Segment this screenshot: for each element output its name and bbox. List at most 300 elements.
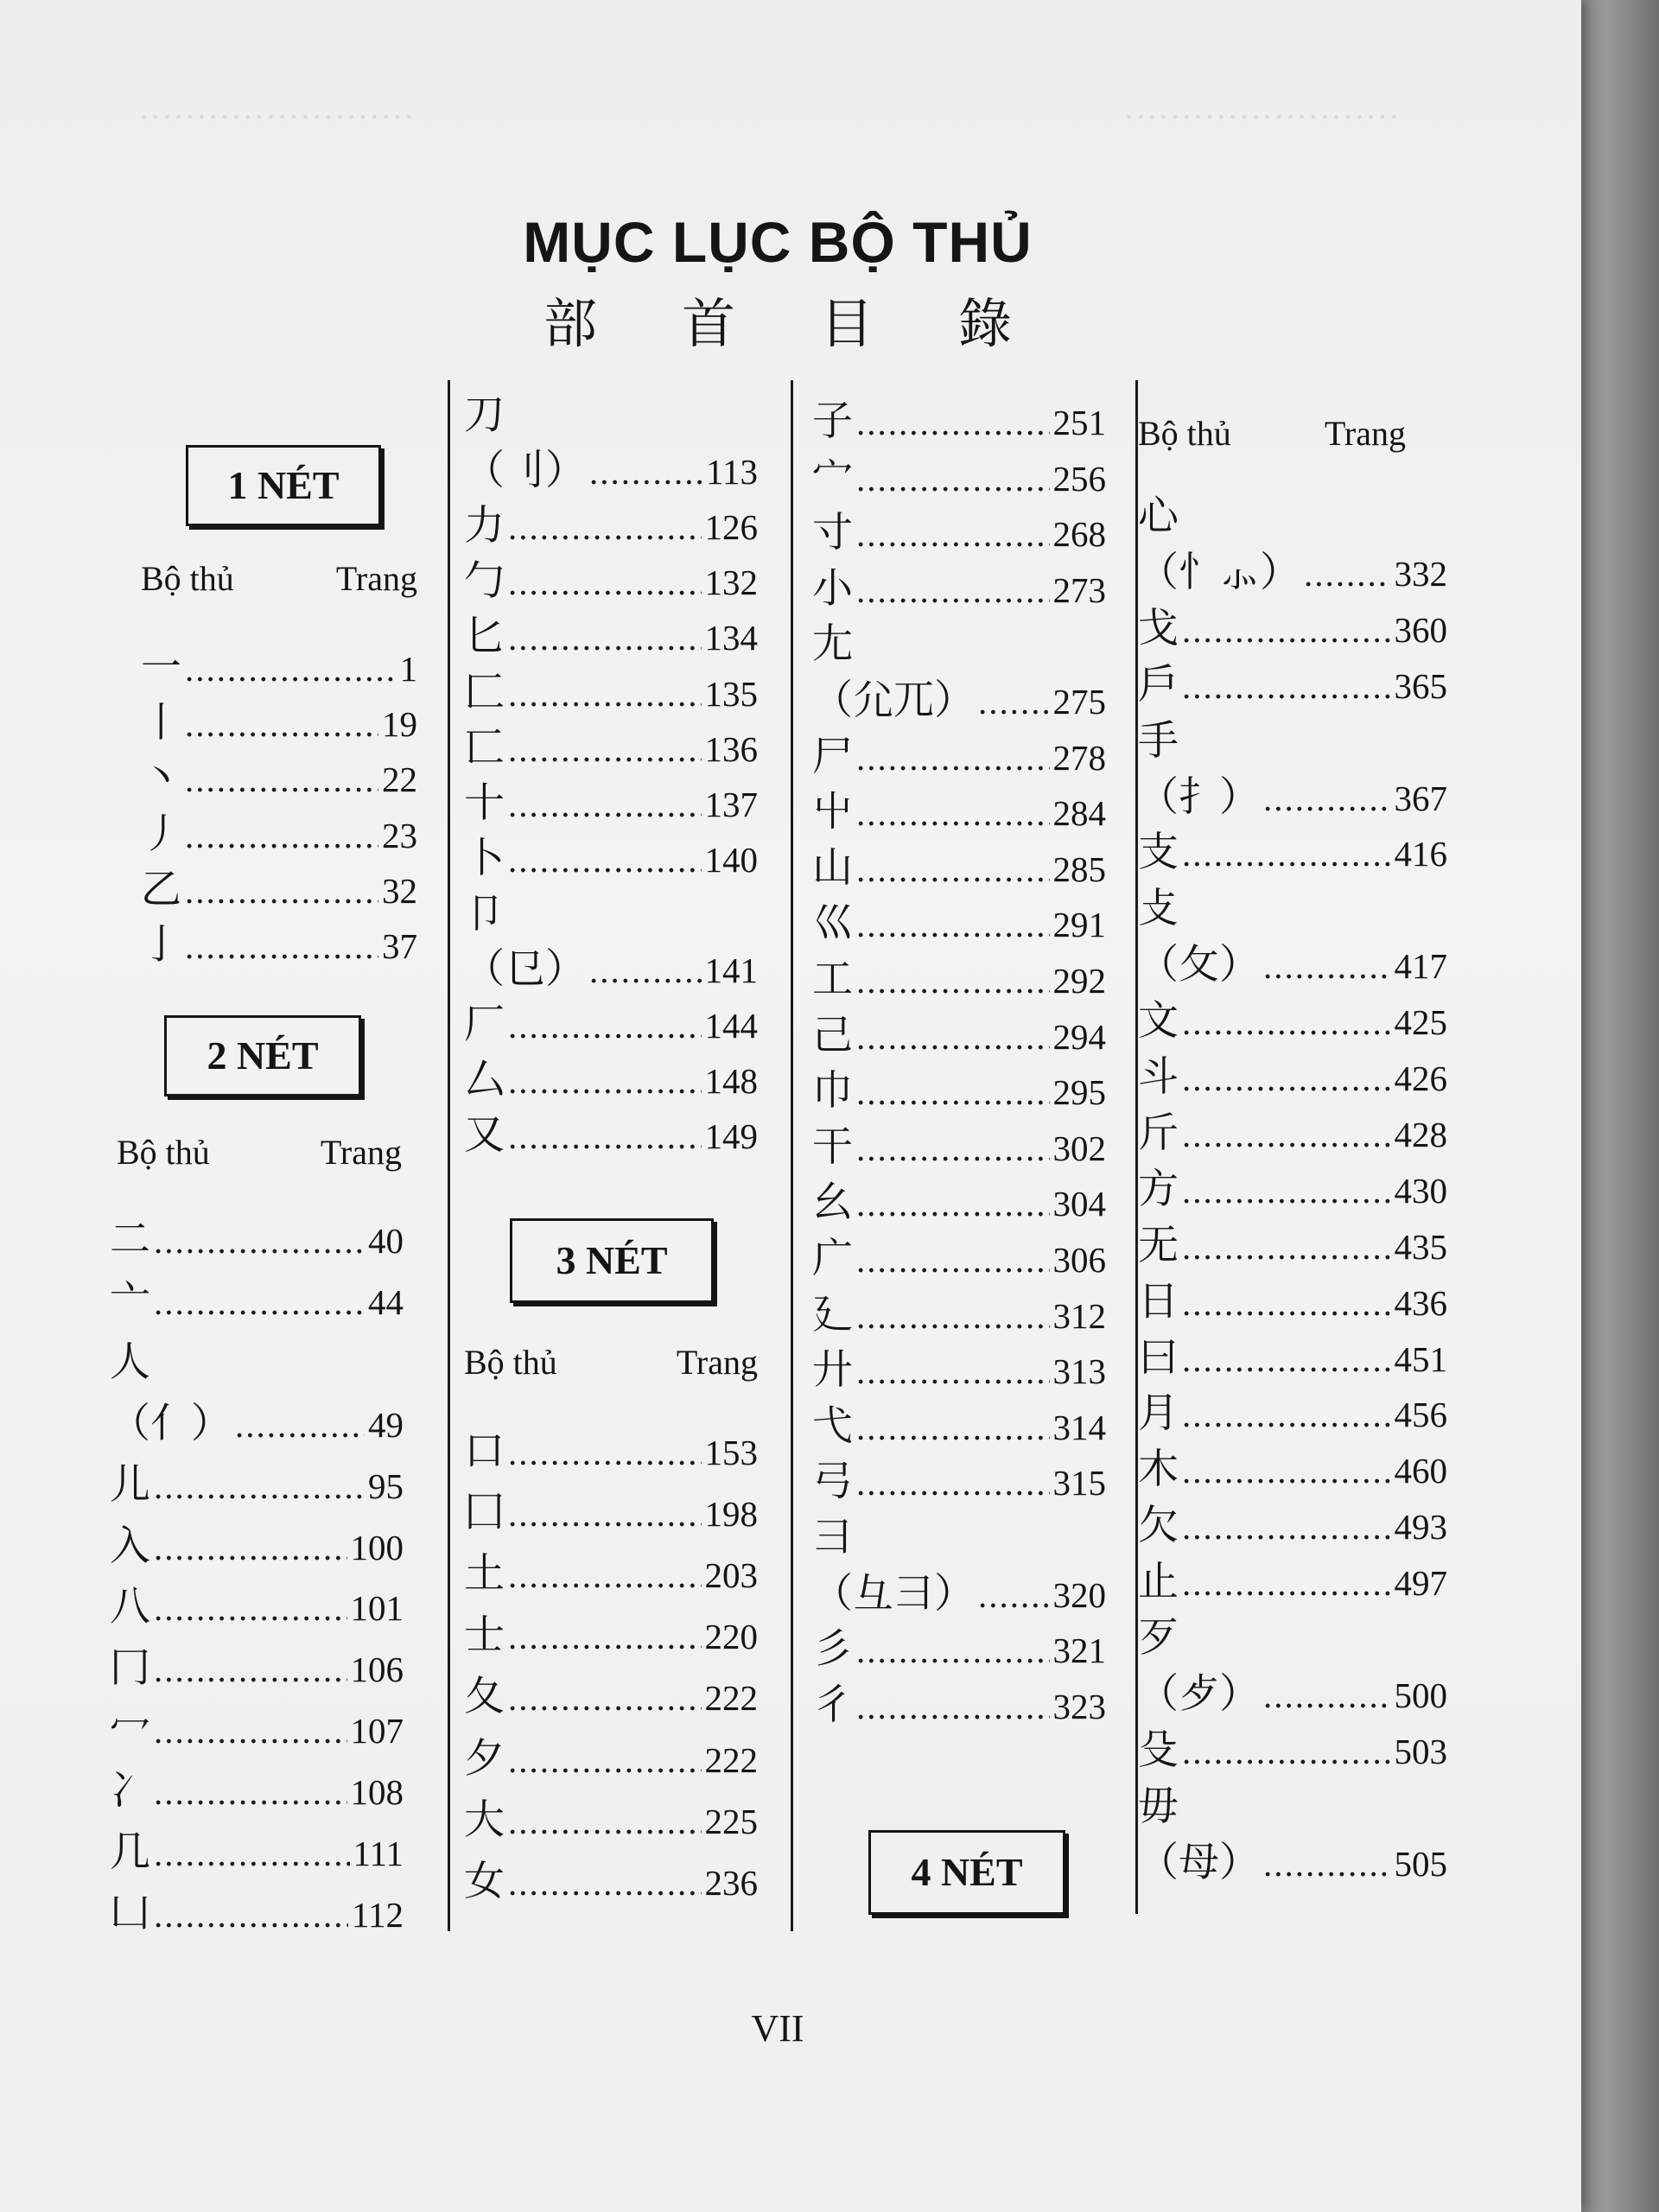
radical-character: 囗 bbox=[464, 1489, 505, 1536]
leader-dots bbox=[185, 759, 378, 800]
page-number: 460 bbox=[1394, 1451, 1447, 1491]
radical-character: 二 bbox=[110, 1216, 150, 1263]
radical-character: 夕 bbox=[464, 1735, 505, 1783]
radical-character: 无 bbox=[1138, 1222, 1179, 1269]
page-number: 95 bbox=[368, 1466, 404, 1506]
leader-dots bbox=[154, 1587, 347, 1629]
page-number: 285 bbox=[1052, 849, 1106, 889]
index-entry bbox=[464, 937, 758, 995]
radical-character: 又 bbox=[464, 1111, 505, 1159]
page-number: 141 bbox=[704, 950, 758, 990]
column-header-radical: Bộ thủ bbox=[141, 559, 234, 598]
index-entry bbox=[1138, 484, 1447, 542]
index-entry bbox=[812, 668, 1106, 726]
leader-dots bbox=[508, 1493, 702, 1535]
index-entry bbox=[464, 1480, 758, 1538]
leader-dots bbox=[1304, 553, 1391, 594]
radical-character: 女 bbox=[464, 1858, 505, 1905]
page-number: 295 bbox=[1052, 1072, 1106, 1112]
index-entry bbox=[141, 690, 417, 748]
radical-character: 一 bbox=[141, 644, 181, 691]
index-entry bbox=[1138, 1045, 1447, 1103]
page-number: 275 bbox=[1052, 682, 1106, 721]
page-number: 323 bbox=[1052, 1687, 1106, 1726]
page-number: 304 bbox=[1052, 1184, 1106, 1224]
leader-dots bbox=[1263, 778, 1391, 819]
radical-character: 文 bbox=[1138, 997, 1179, 1045]
radical-character: （攵） bbox=[1138, 941, 1260, 988]
index-entry bbox=[464, 1603, 758, 1661]
leader-dots bbox=[856, 960, 1050, 1001]
page-number: 321 bbox=[1052, 1630, 1106, 1670]
leader-dots bbox=[1263, 945, 1391, 987]
page-number: 268 bbox=[1052, 514, 1106, 554]
page-number: 291 bbox=[1052, 905, 1106, 944]
index-entry bbox=[1138, 1662, 1447, 1719]
page-number: 137 bbox=[704, 785, 758, 824]
leader-dots bbox=[508, 839, 702, 880]
leader-dots bbox=[508, 1432, 702, 1473]
radical-character: 手 bbox=[1138, 717, 1179, 765]
section-heading-4-net: 4 NÉT bbox=[868, 1830, 1065, 1915]
radical-character: 儿 bbox=[110, 1461, 150, 1509]
page-number: 367 bbox=[1394, 779, 1447, 818]
column-header-radical: Bộ thủ bbox=[117, 1133, 210, 1172]
index-entry bbox=[464, 383, 758, 441]
leader-dots bbox=[154, 1894, 348, 1936]
leader-dots bbox=[978, 681, 1050, 722]
index-entry bbox=[1138, 932, 1447, 990]
index-entry bbox=[464, 715, 758, 773]
radical-character: （母） bbox=[1138, 1839, 1260, 1886]
index-entry bbox=[1138, 876, 1447, 934]
radical-character: （扌） bbox=[1138, 773, 1260, 821]
leader-dots bbox=[1182, 1001, 1391, 1043]
column-header bbox=[117, 1132, 402, 1173]
radical-character: 歹 bbox=[1138, 1614, 1179, 1662]
page-number: 203 bbox=[704, 1555, 758, 1595]
radical-character: （亻） bbox=[110, 1400, 232, 1447]
page-number: 503 bbox=[1394, 1732, 1447, 1771]
radical-character: 木 bbox=[1138, 1446, 1179, 1493]
radical-character: 曰 bbox=[1138, 1334, 1179, 1382]
page-number: 113 bbox=[706, 452, 758, 492]
radical-character: 匚 bbox=[464, 669, 505, 716]
radical-character: 止 bbox=[1138, 1558, 1179, 1605]
index-entry bbox=[812, 724, 1106, 782]
column-header bbox=[1138, 413, 1406, 454]
page-number: 428 bbox=[1394, 1115, 1447, 1154]
index-entry bbox=[464, 1664, 758, 1722]
page-number: 417 bbox=[1394, 946, 1447, 986]
radical-character: 彐 bbox=[812, 1514, 853, 1561]
page-number: 198 bbox=[704, 1494, 758, 1534]
leader-dots bbox=[508, 506, 702, 548]
leader-dots bbox=[1182, 1506, 1391, 1548]
radical-character: 屮 bbox=[812, 788, 853, 836]
leader-dots bbox=[508, 1005, 702, 1046]
page-number: 360 bbox=[1394, 610, 1447, 650]
leader-dots bbox=[856, 569, 1050, 611]
column-header-page: Trang bbox=[335, 559, 417, 598]
index-entry bbox=[464, 1419, 758, 1477]
leader-dots bbox=[856, 1462, 1050, 1503]
page-number: 22 bbox=[382, 760, 417, 799]
page-number: 107 bbox=[350, 1711, 404, 1751]
leader-dots bbox=[1182, 1058, 1391, 1099]
page-number: 456 bbox=[1394, 1395, 1447, 1434]
leader-dots bbox=[856, 737, 1050, 779]
column-header bbox=[464, 1342, 758, 1382]
radical-character: 卜 bbox=[464, 835, 505, 882]
index-entry bbox=[141, 802, 417, 860]
radical-character: （忄⺗） bbox=[1138, 549, 1300, 596]
leader-dots bbox=[856, 792, 1050, 834]
index-entry bbox=[1138, 540, 1447, 598]
index-entry bbox=[464, 1047, 758, 1105]
index-entry bbox=[1138, 1325, 1447, 1383]
radical-character: 匕 bbox=[464, 613, 505, 660]
radical-character: 丨 bbox=[141, 699, 181, 747]
radical-character: 寸 bbox=[812, 509, 853, 556]
index-entry bbox=[110, 1514, 404, 1572]
page-number: 314 bbox=[1052, 1408, 1106, 1447]
index-entry bbox=[812, 1170, 1106, 1228]
radical-character: 丿 bbox=[141, 810, 181, 858]
page-number: 108 bbox=[350, 1772, 404, 1812]
index-entry bbox=[464, 604, 758, 662]
leader-dots bbox=[1182, 1170, 1391, 1211]
page-number: 435 bbox=[1394, 1227, 1447, 1267]
page-number: 148 bbox=[704, 1061, 758, 1101]
leader-dots bbox=[508, 728, 702, 770]
page-number: 225 bbox=[704, 1802, 758, 1841]
radical-character: 廾 bbox=[812, 1346, 853, 1394]
leader-dots bbox=[154, 1281, 365, 1323]
leader-dots bbox=[508, 784, 702, 825]
page-number: 140 bbox=[704, 840, 758, 880]
index-entry bbox=[812, 1058, 1106, 1116]
index-entry bbox=[812, 556, 1106, 614]
index-entry bbox=[1138, 709, 1447, 766]
radical-character: 巛 bbox=[812, 899, 853, 947]
radical-character: 刀 bbox=[464, 391, 505, 439]
radical-character: 毋 bbox=[1138, 1783, 1179, 1830]
leader-dots bbox=[856, 402, 1050, 443]
page-number: 222 bbox=[704, 1678, 758, 1718]
index-entry bbox=[812, 1115, 1106, 1173]
leader-dots bbox=[154, 1527, 347, 1568]
index-entry bbox=[110, 1697, 404, 1755]
page-number: 19 bbox=[382, 704, 417, 744]
column-header bbox=[141, 558, 417, 599]
index-entry bbox=[464, 826, 758, 884]
leader-dots bbox=[978, 1574, 1050, 1616]
page-number: 106 bbox=[350, 1649, 404, 1689]
index-entry bbox=[1138, 1493, 1447, 1551]
radical-character: 卩 bbox=[464, 890, 505, 938]
leader-dots bbox=[856, 1407, 1050, 1448]
radical-character: 工 bbox=[812, 956, 853, 1003]
index-entry bbox=[1138, 1213, 1447, 1271]
index-entry bbox=[110, 1452, 404, 1510]
leader-dots bbox=[856, 1016, 1050, 1058]
index-entry bbox=[464, 881, 758, 939]
index-entry bbox=[812, 612, 1106, 670]
leader-dots bbox=[185, 870, 378, 912]
index-entry bbox=[1138, 1774, 1447, 1832]
radical-character: 乙 bbox=[141, 866, 181, 913]
index-entry bbox=[812, 1561, 1106, 1619]
leader-dots bbox=[508, 1554, 702, 1596]
index-entry bbox=[1138, 1437, 1447, 1495]
page-number: 302 bbox=[1052, 1128, 1106, 1168]
radical-character: 勹 bbox=[464, 557, 505, 605]
radical-character: 巾 bbox=[812, 1067, 853, 1115]
leader-dots bbox=[508, 1862, 702, 1904]
leader-dots bbox=[856, 458, 1050, 499]
index-entry bbox=[110, 1207, 404, 1265]
radical-character: 人 bbox=[110, 1338, 150, 1386]
page-number: 500 bbox=[1394, 1675, 1447, 1715]
radical-character: 殳 bbox=[1138, 1726, 1179, 1774]
leader-dots bbox=[856, 1071, 1050, 1113]
page-number: 251 bbox=[1052, 403, 1106, 442]
leader-dots bbox=[508, 1739, 702, 1781]
radical-character: 日 bbox=[1138, 1278, 1179, 1325]
radical-character: 力 bbox=[464, 502, 505, 550]
index-entry bbox=[110, 1330, 404, 1388]
column-header-radical: Bộ thủ bbox=[1138, 414, 1231, 453]
radical-character: 支 bbox=[1138, 829, 1179, 876]
leader-dots bbox=[185, 648, 397, 690]
page-number: 32 bbox=[382, 871, 417, 911]
radical-character: 广 bbox=[812, 1235, 853, 1282]
radical-character: 凵 bbox=[110, 1890, 150, 1937]
page-number: 278 bbox=[1052, 738, 1106, 778]
radical-character: 戈 bbox=[1138, 605, 1179, 652]
radical-character: 口 bbox=[464, 1427, 505, 1475]
leader-dots bbox=[856, 1128, 1050, 1169]
page-number: 44 bbox=[368, 1282, 404, 1322]
leader-dots bbox=[1182, 833, 1391, 874]
radical-character: 亅 bbox=[141, 921, 181, 969]
show-through-text: …………………… bbox=[138, 87, 415, 126]
index-entry bbox=[141, 746, 417, 804]
leader-dots bbox=[508, 1677, 702, 1719]
index-entry bbox=[1138, 1718, 1447, 1776]
leader-dots bbox=[589, 950, 702, 991]
index-entry bbox=[1138, 1830, 1447, 1888]
index-entry bbox=[464, 493, 758, 551]
index-entry bbox=[1138, 1269, 1447, 1327]
leader-dots bbox=[154, 1649, 347, 1690]
index-entry bbox=[812, 947, 1106, 1005]
index-entry bbox=[1138, 820, 1447, 878]
index-entry bbox=[812, 1505, 1106, 1563]
radical-character: 彳 bbox=[812, 1681, 853, 1729]
index-entry bbox=[464, 438, 758, 496]
page-number: 273 bbox=[1052, 570, 1106, 610]
leader-dots bbox=[508, 1060, 702, 1102]
leader-dots bbox=[508, 1801, 702, 1842]
radical-character: 廴 bbox=[812, 1291, 853, 1338]
radical-character: 厂 bbox=[464, 1001, 505, 1048]
index-entry bbox=[110, 1820, 404, 1878]
index-entry bbox=[812, 1226, 1106, 1284]
radical-character: 尸 bbox=[812, 733, 853, 780]
index-entry bbox=[464, 771, 758, 829]
page-number: 136 bbox=[704, 729, 758, 769]
radical-character: 斗 bbox=[1138, 1053, 1179, 1101]
leader-dots bbox=[1182, 1394, 1391, 1435]
index-entry bbox=[812, 1673, 1106, 1731]
leader-dots bbox=[154, 1771, 347, 1813]
leader-dots bbox=[154, 1833, 350, 1874]
index-entry bbox=[464, 1726, 758, 1784]
radical-character: 欠 bbox=[1138, 1502, 1179, 1549]
page-number: 315 bbox=[1052, 1463, 1106, 1503]
leader-dots bbox=[1182, 1562, 1391, 1604]
index-entry bbox=[1138, 1549, 1447, 1607]
index-entry bbox=[141, 635, 417, 693]
leader-dots bbox=[856, 904, 1050, 945]
page-title: MỤC LỤC BỘ THỦ bbox=[523, 210, 1033, 274]
index-entry bbox=[110, 1758, 404, 1816]
index-entry bbox=[110, 1881, 404, 1939]
page-number: 294 bbox=[1052, 1017, 1106, 1057]
radical-character: 冖 bbox=[110, 1706, 150, 1753]
radical-character: 十 bbox=[464, 779, 505, 827]
index-entry bbox=[1138, 1381, 1447, 1439]
page-number: 426 bbox=[1394, 1058, 1447, 1098]
page-number: 135 bbox=[704, 674, 758, 714]
index-entry bbox=[1138, 1101, 1447, 1159]
page-number-footer: VII bbox=[751, 2007, 804, 2050]
index-entry bbox=[110, 1391, 404, 1449]
radical-character: （㔾） bbox=[464, 945, 586, 993]
page-number: 284 bbox=[1052, 793, 1106, 833]
leader-dots bbox=[1182, 1450, 1391, 1491]
page-number: 222 bbox=[704, 1740, 758, 1780]
index-entry bbox=[812, 1003, 1106, 1061]
radical-character: 夂 bbox=[464, 1673, 505, 1720]
radical-character: （尣兀） bbox=[812, 677, 975, 724]
leader-dots bbox=[1182, 1282, 1391, 1324]
section-heading-3-net: 3 NÉT bbox=[510, 1218, 714, 1303]
index-entry bbox=[464, 1849, 758, 1907]
index-entry bbox=[110, 1636, 404, 1694]
index-entry bbox=[812, 1617, 1106, 1675]
index-entry bbox=[812, 891, 1106, 949]
leader-dots bbox=[856, 1351, 1050, 1392]
leader-dots bbox=[508, 617, 702, 658]
radical-character: 干 bbox=[812, 1123, 853, 1171]
page-number: 416 bbox=[1394, 834, 1447, 874]
leader-dots bbox=[185, 925, 378, 967]
leader-dots bbox=[856, 1630, 1050, 1671]
leader-dots bbox=[1263, 1675, 1391, 1716]
page-number: 236 bbox=[704, 1863, 758, 1903]
page-number: 126 bbox=[704, 507, 758, 547]
radical-character: 八 bbox=[110, 1583, 150, 1630]
leader-dots bbox=[1263, 1843, 1391, 1885]
index-entry bbox=[812, 836, 1106, 893]
index-entry bbox=[1138, 1157, 1447, 1215]
radical-character: 弓 bbox=[812, 1458, 853, 1505]
index-entry bbox=[464, 660, 758, 718]
radical-character: 小 bbox=[812, 565, 853, 613]
radical-character: 亠 bbox=[110, 1277, 150, 1325]
leader-dots bbox=[856, 1239, 1050, 1281]
index-entry bbox=[1138, 988, 1447, 1046]
page-number: 111 bbox=[353, 1834, 404, 1873]
leader-dots bbox=[508, 1116, 702, 1157]
page-number: 1 bbox=[399, 649, 417, 689]
radical-character: 大 bbox=[464, 1796, 505, 1844]
page-number: 306 bbox=[1052, 1240, 1106, 1280]
index-entry bbox=[141, 857, 417, 915]
section-heading-2-net: 2 NÉT bbox=[164, 1015, 361, 1096]
column-header-page: Trang bbox=[1324, 414, 1406, 453]
radical-character: 戶 bbox=[1138, 661, 1179, 709]
radical-character: 士 bbox=[464, 1611, 505, 1659]
radical-character: （彑⺕） bbox=[812, 1570, 975, 1618]
page-number: 134 bbox=[704, 618, 758, 658]
leader-dots bbox=[856, 849, 1050, 890]
index-entry bbox=[812, 1394, 1106, 1452]
page-number: 112 bbox=[352, 1895, 404, 1935]
index-entry bbox=[812, 1282, 1106, 1340]
radical-character: 斤 bbox=[1138, 1109, 1179, 1157]
index-entry bbox=[141, 912, 417, 970]
radical-character: 匸 bbox=[464, 724, 505, 772]
page-number: 497 bbox=[1394, 1563, 1447, 1603]
page-number: 153 bbox=[704, 1433, 758, 1472]
radical-character: 心 bbox=[1138, 493, 1179, 540]
leader-dots bbox=[1182, 609, 1391, 651]
index-entry bbox=[1138, 1605, 1447, 1663]
page-number: 320 bbox=[1052, 1575, 1106, 1615]
section-heading-1-net: 1 NÉT bbox=[186, 445, 381, 526]
page-number: 451 bbox=[1394, 1339, 1447, 1379]
page-number: 493 bbox=[1394, 1507, 1447, 1547]
index-entry bbox=[812, 1449, 1106, 1507]
leader-dots bbox=[589, 451, 702, 493]
radical-character: 攴 bbox=[1138, 885, 1179, 932]
page-number: 365 bbox=[1394, 666, 1447, 706]
leader-dots bbox=[1182, 1338, 1391, 1380]
page-number: 332 bbox=[1394, 554, 1447, 594]
index-entry bbox=[464, 992, 758, 1050]
leader-dots bbox=[1182, 665, 1391, 707]
leader-dots bbox=[185, 815, 378, 856]
radical-character: 幺 bbox=[812, 1179, 853, 1226]
radical-character: 入 bbox=[110, 1522, 150, 1570]
leader-dots bbox=[508, 1616, 702, 1657]
radical-character: 厶 bbox=[464, 1056, 505, 1103]
radical-character: 山 bbox=[812, 844, 853, 892]
page-number: 436 bbox=[1394, 1283, 1447, 1323]
index-entry bbox=[464, 1541, 758, 1599]
page-number: 256 bbox=[1052, 459, 1106, 499]
radical-character: 弋 bbox=[812, 1402, 853, 1450]
index-entry bbox=[1138, 765, 1447, 823]
page-number: 220 bbox=[704, 1617, 758, 1656]
index-entry bbox=[464, 1788, 758, 1846]
leader-dots bbox=[154, 1220, 365, 1262]
page-number: 312 bbox=[1052, 1296, 1106, 1336]
